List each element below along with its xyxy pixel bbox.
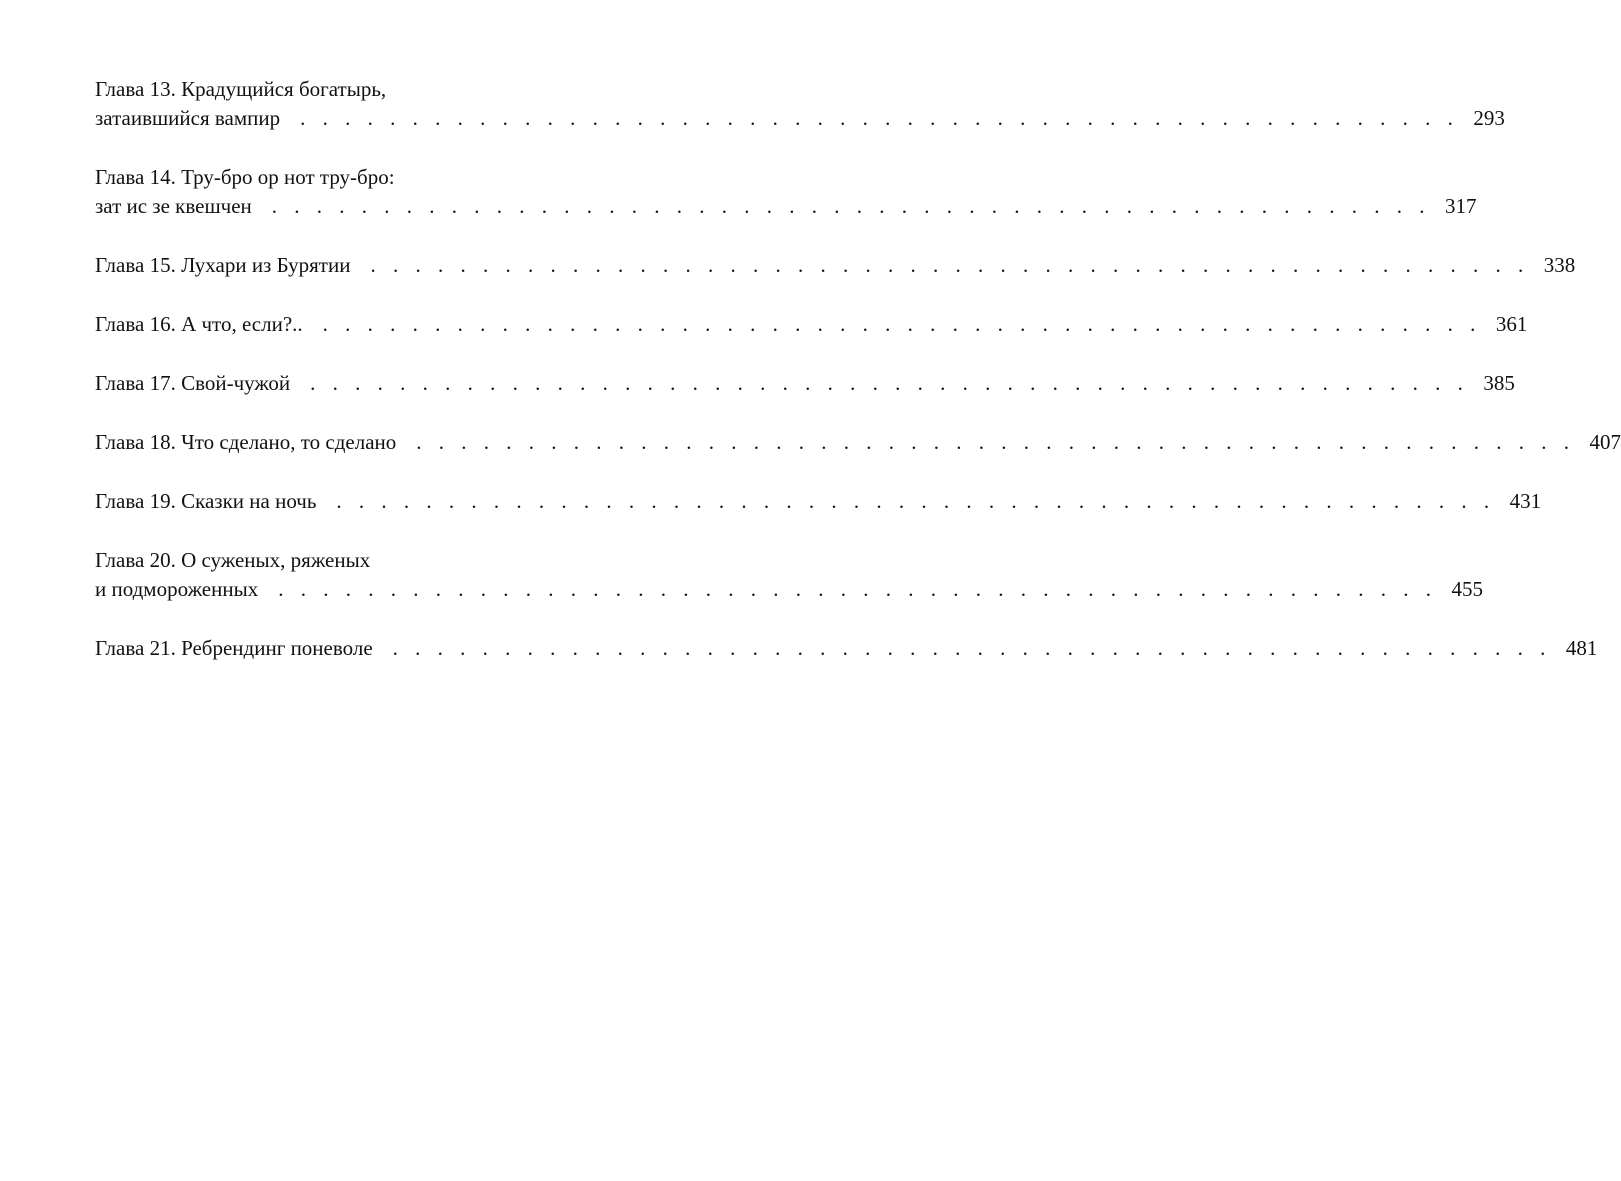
dot-leader: . . . . . . . . . . . . . . . . . . . . . . . . . . . . . . . . . . . . . . . . . . . . . . . . . . . . bbox=[392, 636, 1552, 660]
toc-entry-chapter-13 bbox=[95, 75, 1505, 133]
toc-entry-lead-line bbox=[95, 310, 1528, 339]
dot-leader: . . . . . . . . . . . . . . . . . . . . . . . . . . . . . . . . . . . . . . . . . . . . . . . . . . . . bbox=[370, 253, 1530, 277]
toc-entry-title-line: Глава 15. Лухари из Бурятии bbox=[95, 253, 351, 277]
toc-entry-chapter-15 bbox=[95, 251, 1576, 280]
toc-entry-lead-line bbox=[95, 575, 1483, 604]
table-of-contents bbox=[95, 75, 1621, 693]
toc-entry-page-number: 407 bbox=[1589, 430, 1621, 454]
toc-entry-lead-line bbox=[95, 634, 1598, 663]
dot-leader: . . . . . . . . . . . . . . . . . . . . . . . . . . . . . . . . . . . . . . . . . . . . . . . . . . . . bbox=[416, 430, 1575, 454]
dot-leader: . . . . . . . . . . . . . . . . . . . . . . . . . . . . . . . . . . . . . . . . . . . . . . . . . . . . bbox=[271, 194, 1431, 218]
toc-entry-title-line: зат ис зе квешчен bbox=[95, 194, 252, 218]
toc-entry-chapter-20 bbox=[95, 546, 1483, 604]
toc-entry-chapter-19 bbox=[95, 487, 1542, 516]
toc-entry-chapter-18 bbox=[95, 428, 1621, 457]
toc-entry-lead-line bbox=[95, 251, 1576, 280]
toc-entry-chapter-16 bbox=[95, 310, 1528, 339]
toc-entry-page-number: 431 bbox=[1509, 489, 1542, 513]
toc-entry-lead-line bbox=[95, 369, 1515, 398]
toc-entry-lead-line bbox=[95, 192, 1477, 221]
dot-leader: . . . . . . . . . . . . . . . . . . . . . . . . . . . . . . . . . . . . . . . . . . . . . . . . . . . . bbox=[278, 577, 1437, 601]
toc-entry-title-line: затаившийся вампир bbox=[95, 106, 281, 130]
toc-entry-title-line: Глава 17. Свой-чужой bbox=[95, 371, 291, 395]
toc-entry-page-number: 481 bbox=[1565, 636, 1598, 660]
toc-entry-title-line: Глава 21. Ребрендинг поневоле bbox=[95, 636, 373, 660]
toc-entry-page-number: 361 bbox=[1495, 312, 1528, 336]
dot-leader: . . . . . . . . . . . . . . . . . . . . . . . . . . . . . . . . . . . . . . . . . . . . . . . . . . . . bbox=[300, 106, 1459, 130]
toc-entry-lead-line bbox=[95, 104, 1505, 133]
toc-entry-title-line: Глава 14. Тру-бро ор нот тру-бро: bbox=[95, 165, 395, 189]
toc-entry-chapter-21 bbox=[95, 634, 1598, 663]
toc-entry-lead-line bbox=[95, 487, 1542, 516]
toc-entry-chapter-17 bbox=[95, 369, 1515, 398]
toc-entry-title-line: Глава 20. О суженых, ряженых bbox=[95, 548, 371, 572]
toc-entry-title-line: Глава 18. Что сделано, то сделано bbox=[95, 430, 397, 454]
toc-entry-title-line: Глава 13. Крадущийся богатырь, bbox=[95, 77, 387, 101]
toc-entry-page-number: 317 bbox=[1445, 194, 1477, 218]
toc-entry-lead-line bbox=[95, 428, 1621, 457]
toc-entry-page-number: 338 bbox=[1543, 253, 1576, 277]
toc-entry-title-line: Глава 16. А что, если?.. bbox=[95, 312, 303, 336]
dot-leader: . . . . . . . . . . . . . . . . . . . . . . . . . . . . . . . . . . . . . . . . . . . . . . . . . . . . bbox=[336, 489, 1496, 513]
toc-entry-page-number: 293 bbox=[1473, 106, 1505, 130]
toc-entry-page-number: 455 bbox=[1451, 577, 1483, 601]
toc-entry-title-line: и подмороженных bbox=[95, 577, 259, 601]
toc-entry-page-number: 385 bbox=[1483, 371, 1515, 395]
toc-entry-chapter-14 bbox=[95, 163, 1477, 221]
dot-leader: . . . . . . . . . . . . . . . . . . . . . . . . . . . . . . . . . . . . . . . . . . . . . . . . . . . . bbox=[322, 312, 1482, 336]
toc-entry-title-line: Глава 19. Сказки на ночь bbox=[95, 489, 317, 513]
dot-leader: . . . . . . . . . . . . . . . . . . . . . . . . . . . . . . . . . . . . . . . . . . . . . . . . . . . . bbox=[310, 371, 1469, 395]
